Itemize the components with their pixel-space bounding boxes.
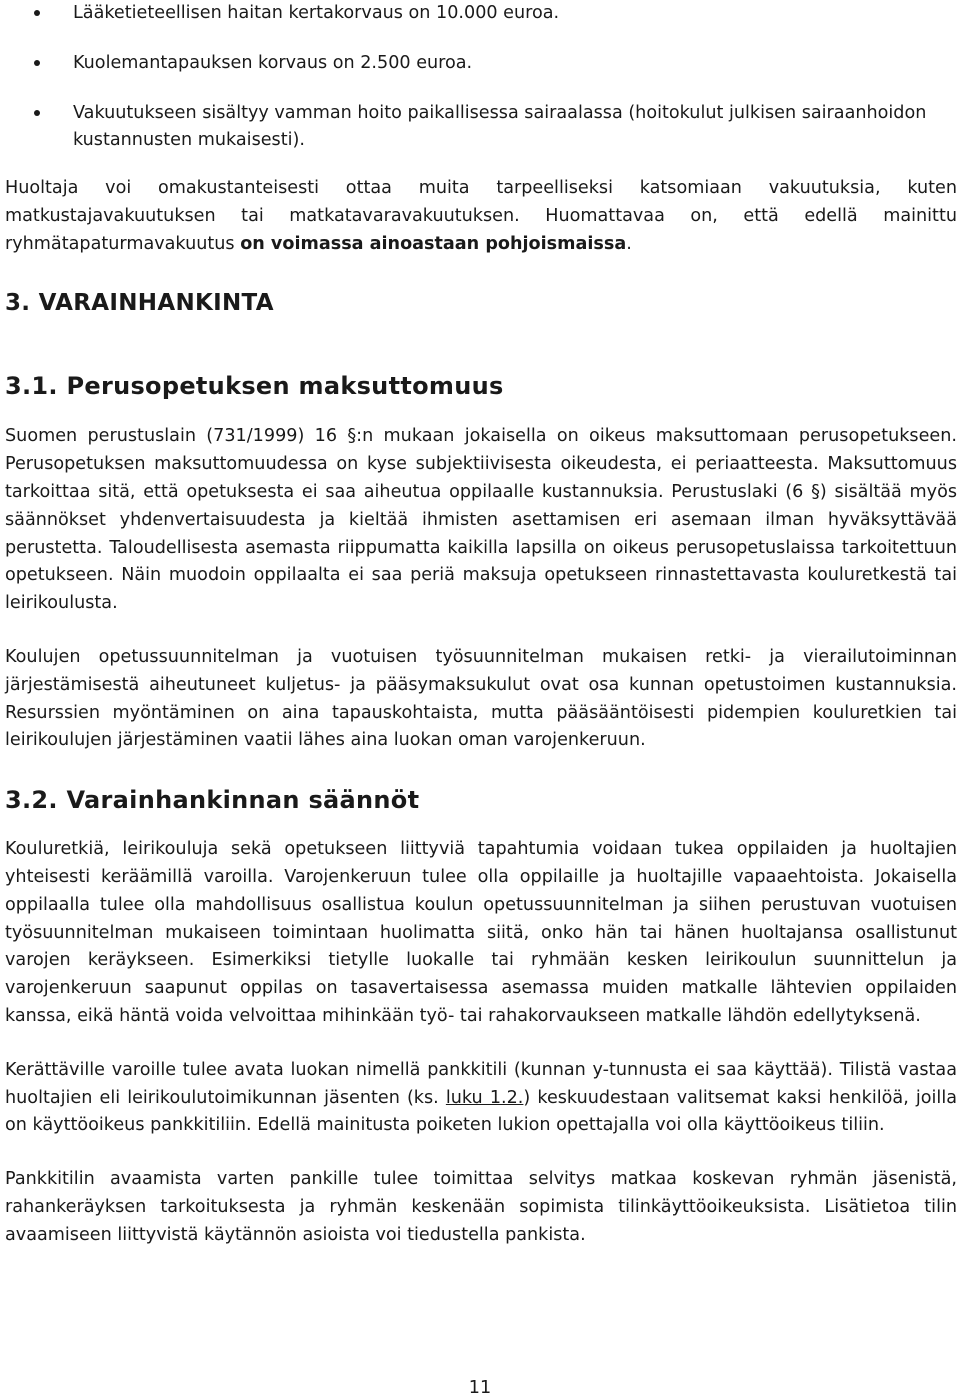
- coverage-bullet-list: [5, 0, 957, 154]
- section-3-heading: 3. VARAINHANKINTA: [5, 290, 274, 317]
- bank-account-text: Kerättäville varoille tulee avata luokan nimellä pankkitili (kunnan y-tunnusta ei saa käyttää). Tilistä vastaa huoltajien eli leirikoulutoimikunnan jäsenten (ks.: [5, 1059, 957, 1108]
- section-3-2-heading: 3.2. Varainhankinnan säännöt: [5, 786, 420, 815]
- list-item: [5, 0, 957, 27]
- insurance-emphasis: on voimassa ainoastaan pohjoismaissa: [240, 233, 627, 254]
- school-trips-paragraph: Koulujen opetussuunnitelman ja vuotuisen työsuunnitelman mukaisen retki- ja vierailutoiminnan järjestämisestä aiheutuneet kuljetus- ja pääsymaksukulut ovat osa kunnan opetustoimen kustannuksia. Resurssien myöntäminen on aina tapauskohtaista, mutta pääsääntöisesti pidempien kouluretkien tai leirikoulujen järjestäminen vaatii lähes aina luokan oman varojenkeruun.: [5, 646, 957, 751]
- bullet-icon: [34, 110, 40, 116]
- list-item-text: Vakuutukseen sisältyy vamman hoito paikallisessa sairaalassa (hoitokulut julkisen sairaanhoidon kustannusten mukaisesti).: [73, 103, 927, 150]
- chapter-link[interactable]: luku 1.2.: [445, 1087, 524, 1108]
- fundraising-rules-paragraph: Kouluretkiä, leirikouluja sekä opetukseen liittyviä tapahtumia voidaan tukea oppilaiden ja huoltajien yhteisesti keräämillä varoilla. Varojenkeruun tulee olla oppilaille ja huoltajille vapaaehtoista. Jokaisella oppilaalla tulee olla mahdollisuus osallistua koulun opetussuunnitelman ja siihen perustuvan vuotuisen työsuunnitelman mukaiseen toimintaan huolimatta siitä, onko hän tai hänen huoltajansa osallistunut varojen keräykseen. Esimerkiksi tietylle luokalle tai ryhmään kesken leirikoulun suunnittelun ja varojenkeruun saapunut oppilas on tasavertaisessa asemassa muiden matkalle lähtevien oppilaiden kanssa, eikä häntä voida velvoittaa mihinkään työ- tai rahakorvaukseen matkalle lähdön edellytyksenä.: [5, 839, 957, 1026]
- bank-account-paragraph: [5, 1057, 957, 1140]
- list-item-text: Lääketieteellisen haitan kertakorvaus on 10.000 euroa.: [73, 3, 560, 23]
- list-item: [5, 100, 957, 154]
- list-item-text: Kuolemantapauksen korvaus on 2.500 euroa.: [73, 53, 473, 73]
- bank-account-text-end: ) keskuudestaan valitsemat kaksi henkilöä, joilla on käyttöoikeus pankkitiliin. Edellä mainitusta poiketen lukion opettajalla voi olla käyttöoikeus tiliin.: [5, 1087, 957, 1136]
- insurance-text: Huoltaja voi omakustanteisesti ottaa muita tarpeelliseksi katsomiaan vakuutuksia, kuten matkustajavakuutuksen tai matkatavaravakuutuksen. Huomattavaa on, että edellä mainittu ryhmätapaturmavakuutus: [5, 178, 957, 254]
- free-education-paragraph: Suomen perustuslain (731/1999) 16 §:n mukaan jokaisella on oikeus maksuttomaan perusopetukseen. Perusopetuksen maksuttomuudessa on kyse subjektiivisesta oikeudesta, ei periaatteesta. Maksuttomuus tarkoittaa sitä, että opetuksesta ei saa aiheutua oppilaalle kustannuksia. Perustuslaki (6 §) sisältää myös säännökset yhdenvertaisuudesta ja kieltää ihmisten asettamisen eri asemaan ilman hyväksyttävää perustetta. Taloudellisesta asemasta riippumatta kaikilla lapsilla on oikeus perusopetuslaissa tarkoitettuun opetukseen. Näin muodoin oppilaalta ei saa periä maksuja opetukseen rinnastettavasta kouluretkestä tai leirikoulusta.: [5, 426, 957, 614]
- bullet-icon: [34, 10, 40, 16]
- account-opening-paragraph: Pankkitilin avaamista varten pankille tulee toimittaa selvitys matkaa koskevan ryhmän jäsenistä, rahankeräyksen tarkoituksesta ja ryhmän keskenään sopimista tilinkäyttöoikeuksista. Lisätietoa tilin avaamiseen liittyvistä käytännön asioista voi tiedustella pankista.: [5, 1169, 957, 1245]
- insurance-text-end: .: [626, 233, 632, 254]
- bullet-icon: [34, 60, 40, 66]
- page-number: 11: [468, 1378, 492, 1398]
- insurance-paragraph: [5, 175, 957, 258]
- section-3-1-heading: 3.1. Perusopetuksen maksuttomuus: [5, 372, 504, 401]
- list-item: [5, 50, 957, 77]
- document-page: [5, 0, 957, 1250]
